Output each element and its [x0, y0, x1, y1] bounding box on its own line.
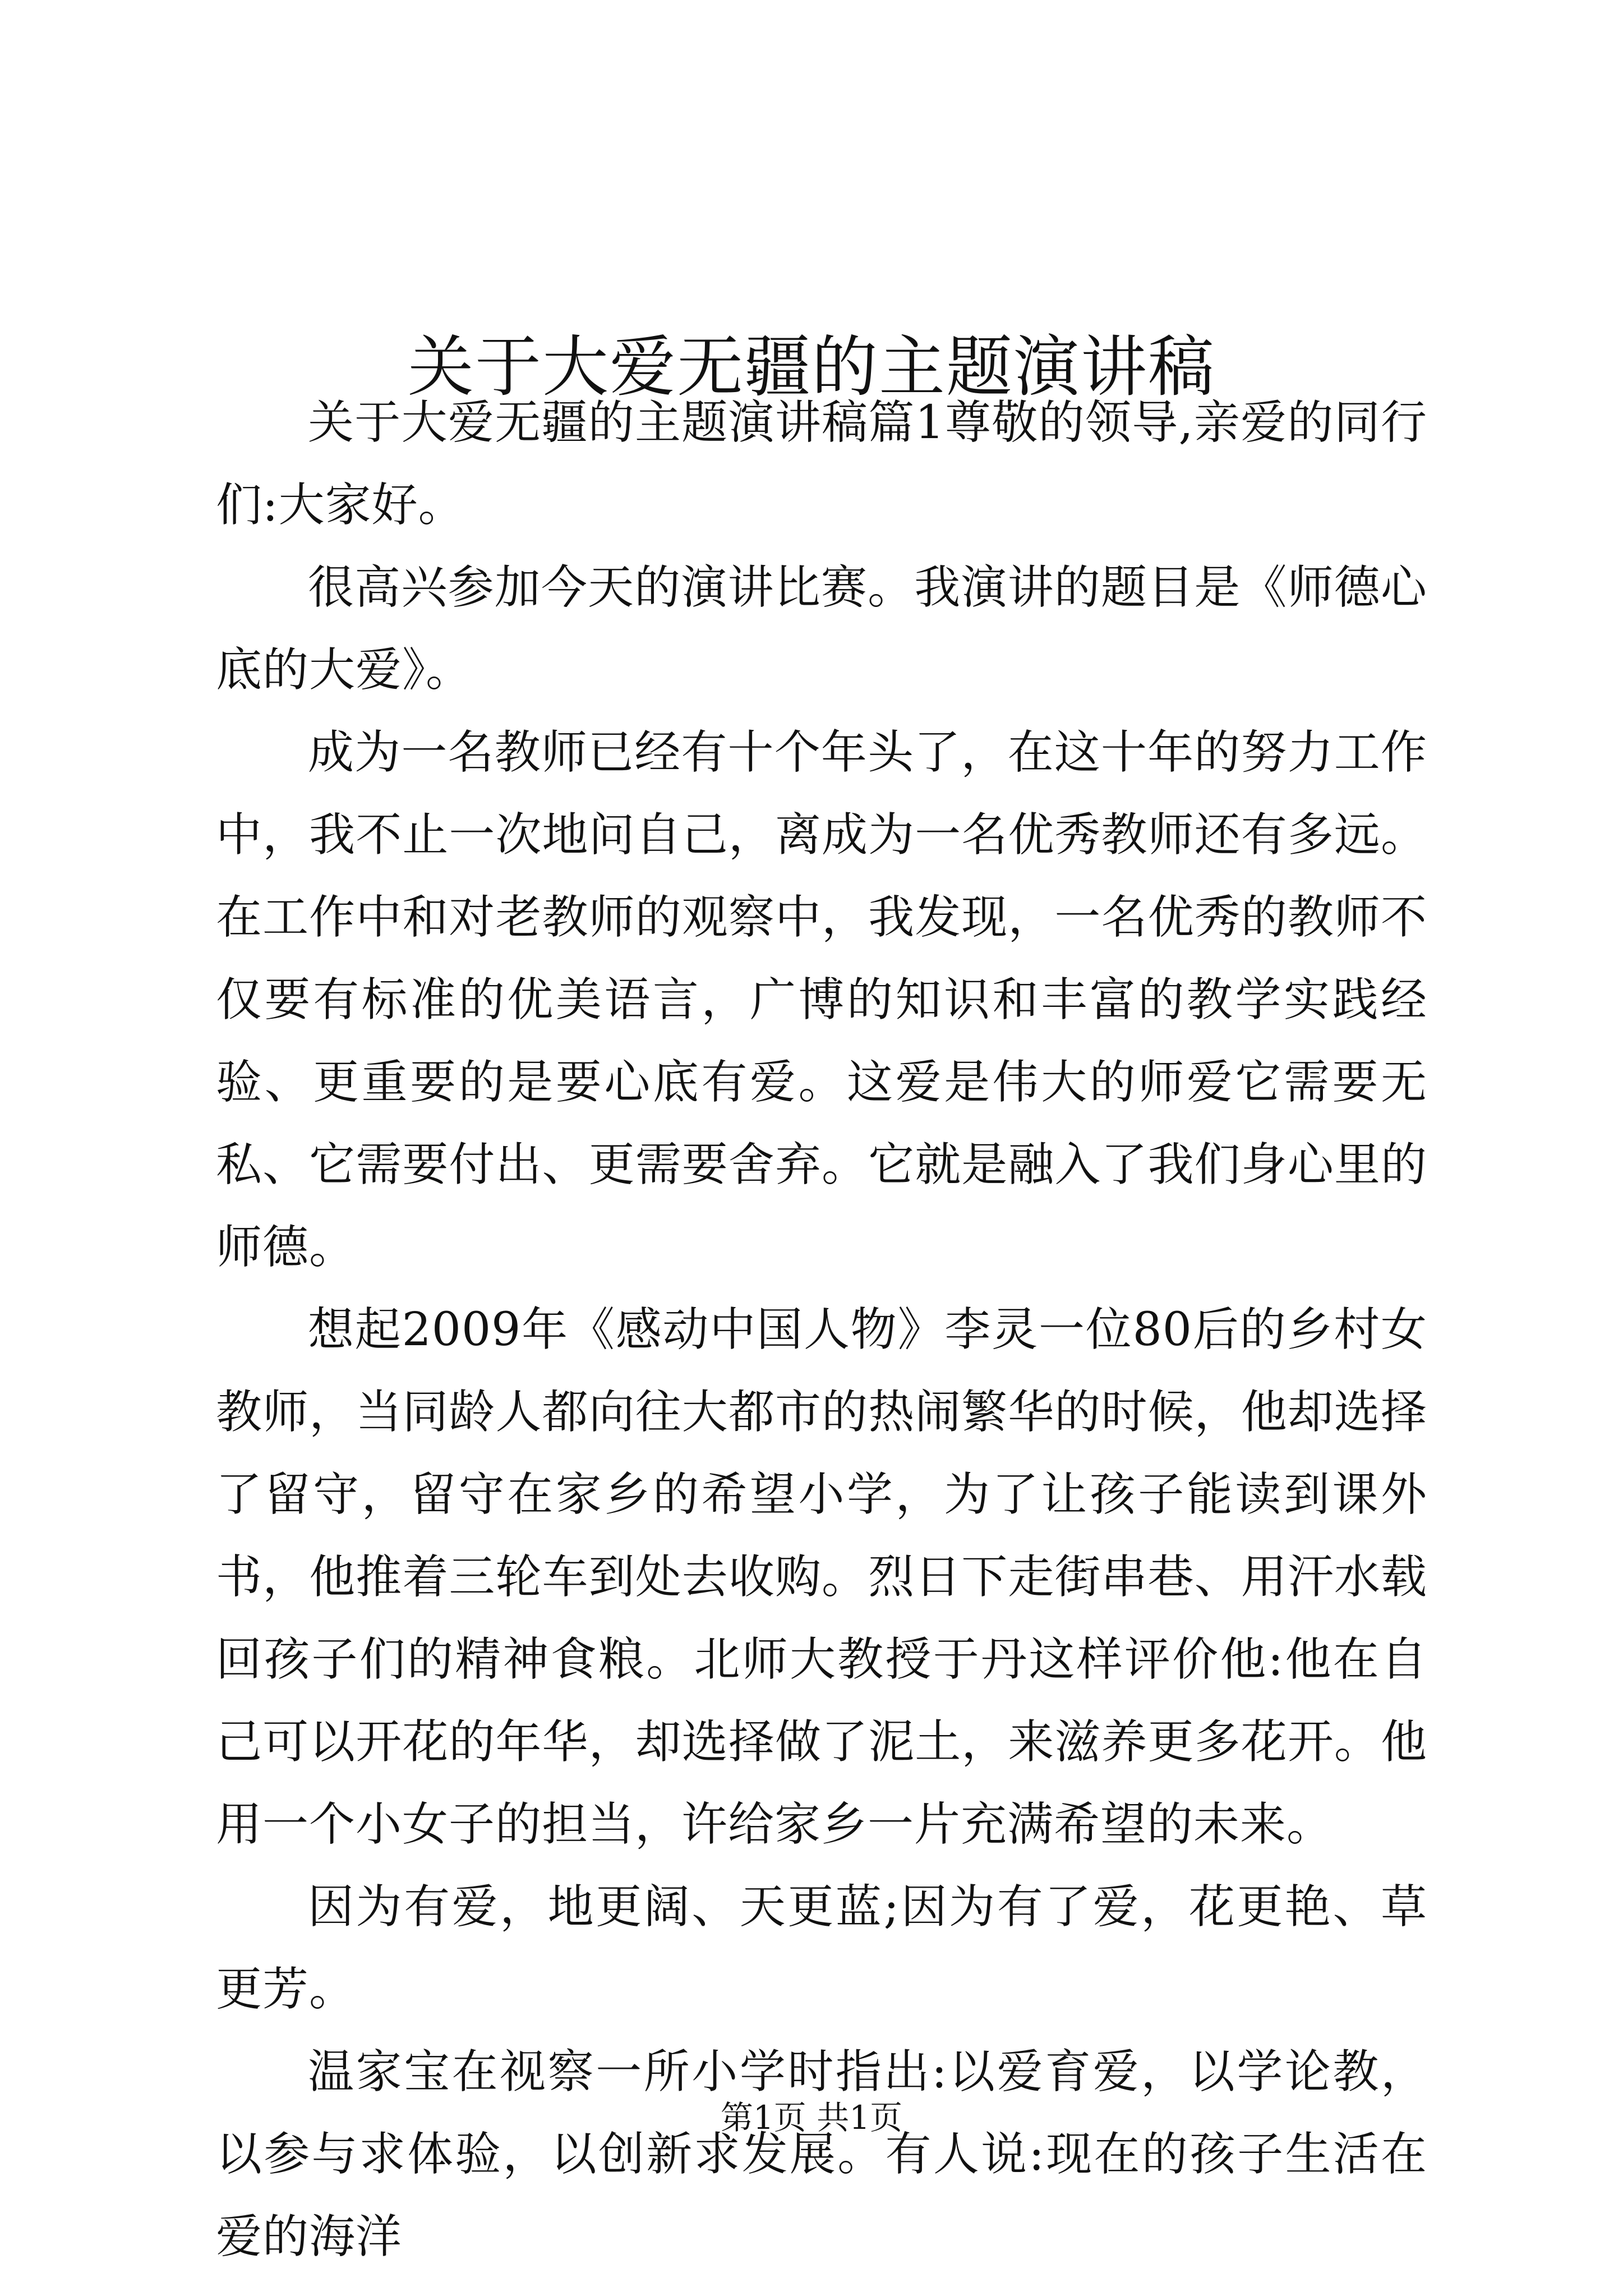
paragraph: 因为有爱，地更阔、天更蓝;因为有了爱，花更艳、草更芳。 [216, 1880, 1427, 2016]
paragraph: 关于大爱无疆的主题演讲稿篇1尊敬的领导,亲爱的同行们:大家好。 [216, 396, 1427, 532]
paragraph: 成为一名教师已经有十个年头了，在这十年的努力工作中，我不止一次地问自己，离成为一名优秀教师还有多远。在工作中和对老教师的观察中，我发现，一名优秀的教师不仅要有标准的优美语言，广博的知识和丰富的教学实践经验、更重要的是要心底有爱。这爱是伟大的师爱它需要无私、它需要付出、更需要舍弃。它就是融入了我们身心里的师德。 [216, 726, 1427, 1274]
paragraph: 很高兴参加今天的演讲比赛。我演讲的题目是《师德心底的大爱》。 [216, 561, 1427, 697]
document-title: 关于大爱无疆的主题演讲稿 [407, 328, 1215, 406]
page-footer: 第1页 共1页 [720, 2099, 903, 2137]
document-body [216, 381, 1427, 2278]
paragraph: 温家宝在视察一所小学时指出:以爱育爱，以学论教，以参与求体验，以创新求发展。有人说:现在的孩子生活在爱的海洋 [216, 2045, 1427, 2263]
paragraph: 想起2009年《感动中国人物》李灵一位80后的乡村女教师，当同龄人都向往大都市的热闹繁华的时候，他却选择了留守，留守在家乡的希望小学，为了让孩子能读到课外书，他推着三轮车到处去收购。烈日下走街串巷、用汗水载回孩子们的精神食粮。北师大教授于丹这样评价他:他在自己可以开花的年华，却选择做了泥土，来滋养更多花开。他用一个小女子的担当，许给家乡一片充满希望的未来。 [216, 1303, 1427, 1851]
